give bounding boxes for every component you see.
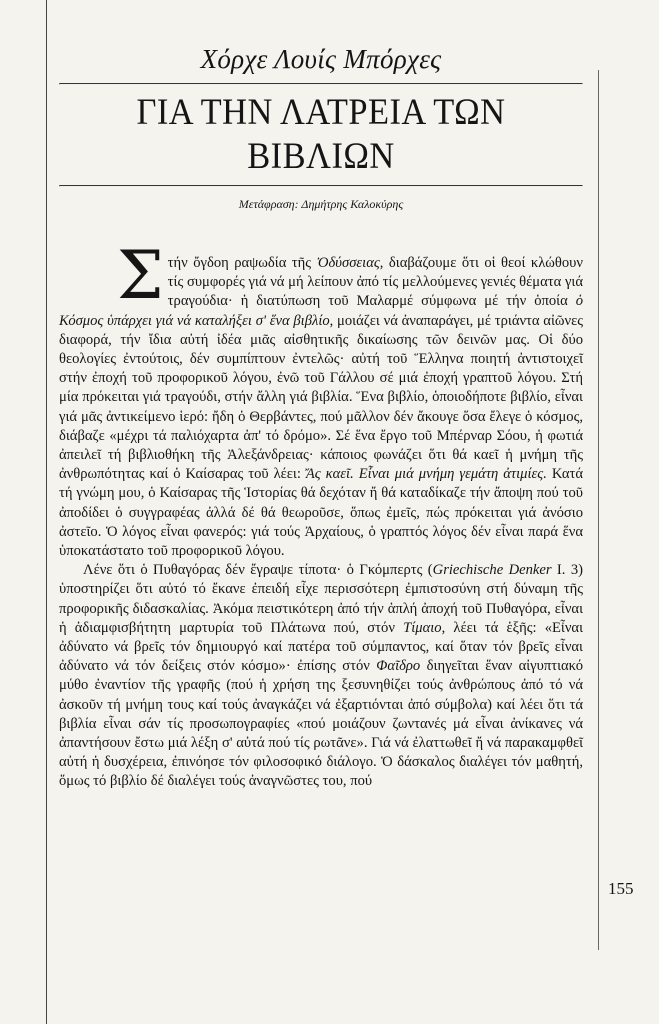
margin-rule [598,70,599,950]
page-number: 155 [608,879,634,898]
italic-run: Griechische Denker [432,562,552,579]
italic-run: Ἄς καεῖ. Εἶναι μιά μνήμη γεμάτη ἀτιμίες. [305,466,547,483]
italic-run: Φαῖδρο [376,658,421,675]
header-rule-top [59,83,583,85]
text-run: Κατά τή γνώμη μου, ὁ Καίσαρας τῆς Ἱστορίας θά δεχόταν ἤ θά καταδίκαζε τήν ἄποψη πού τοῦ ἀποδίδει ὁ συγγραφέας ἀλλά δέ θά θεωροῦσε, ὅπως ἐμεῖς, πώς πρόκειται γιά ἀνόσιο ἀστεῖο. Ὁ λόγος εἶναι φανερός: γιά τούς Ἀρχαίους, ὁ γραπτός λόγος δέν εἶναι παρά ἕνα ὑποκατάστατο τοῦ προφορικοῦ λόγου. [59,466,583,560]
italic-run: Τίμαιο [403,619,442,636]
text-run: διηγεῖται ἕναν αἰγυπτιακό μύθο ἐναντίον τῆς γραφῆς (πού ἡ χρήση της ξεσυνηθίζει τούς ἀνθρώπους ἀπό τό νά ἀσκοῦν τή μνήμη τους καί τούς ἀναγκάζει νά ἐξαρτιόνται ἀπό σύμβολα) καί λέει ὅτι τά βιβλία εἶναι σάν τίς προσωπογραφίες «πού μοιάζουν ζωντανές μά εἶναι ἀνίκανες νά ἀπαντήσουν ἔστω μιά λέξη σ' αὐτά πού τίς ρωτᾶνε». Γιά νά ἐλαττωθεῖ ἤ νά παρακαμφθεῖ αὐτή ἡ δυσχέρεια, ἐπινόησε τόν φιλοσοφικό διάλογο. Ὁ δάσκαλος διαλέγει τόν μαθητή, ὅμως τό βιβλίο δέ διαλέγει τούς ἀναγνῶστες του, πού [59,658,583,790]
paragraph-1 [59,237,584,561]
header-rule-bottom [59,185,583,187]
text-column [59,40,583,792]
text-run: , διαβάζουμε ὅτι οἱ θεοί κλώθουν τίς συμφορές γιά νά μή λείπουν ἀπό τίς μελλούμενες γενιές θέματα γιά τραγούδια· ἡ διατύπωση τοῦ Μαλαρμέ σύμφωνα μέ τήν ὁποία [167,255,584,310]
essay-title: ΓΙΑ ΤΗΝ ΛΑΤΡΕΙΑ ΤΩΝ ΒΙΒΛΙΩΝ [136,92,506,177]
drop-cap: Σ [117,237,164,314]
text-run: Λένε ὅτι ὁ Πυθαγόρας δέν ἔγραψε τίποτα· ὁ Γκόμπερτς ( [83,562,433,579]
author-name: Χόρχε Λουίς Μπόρχες [200,44,442,74]
text-run: , λέει τά ἑξῆς: «Εἶναι ἀδύνατο νά βρεῖς τόν δημιουργό καί πατέρα τοῦ σύμπαντος, καί ὅταν τόν βρεῖς εἶναι ἀδύνατο νά τόν δείξεις στόν κόσμο»· ἐπίσης στόν [59,619,584,675]
text-run: , μοιάζει νά ἀναπαράγει, μέ τριάντα αἰῶνες διαφορά, τήν ἴδια αὐτή ἰδέα μιᾶς αἰσθητικῆς δικαίωσης τῶν δεινῶν μας. Οἱ δύο θεολογίες ἐντούτοις, δέν συμπίπτουν ἐντελῶς· αὐτή τοῦ Ἕλληνα ποιητή ἀντιστοιχεῖ στήν ἐποχή τοῦ προφορικοῦ λόγου, ἐνῶ τοῦ Γάλλου σέ μιά ἐποχή γραπτοῦ λόγου. Στή μία πρόκειται γιά τραγούδι, στήν ἄλλη γιά βιβλία. Ἕνα βιβλίο, ὁποιοδήποτε βιβλίο, εἶναι γιά μᾶς ἀντικείμενο ἱερό: ἤδη ὁ Θερβάντες, πού μᾶλλον δέν ἄκουγε ὅσα ἔλεγε ὁ κόσμος, διάβαζε «μέχρι τά παλιόχαρτα ἀπ' τό δρόμο». Σέ ἕνα ἔργο τοῦ Μπέρναρ Σόου, ἡ φωτιά ἀπειλεῖ τή βιβλιοθήκη τῆς Ἀλεξάνδρειας· κάποιος φωνάζει ὅτι θά καεῖ ἡ μνήμη τῆς ἀνθρωπότητας καί ὁ Καίσαρας τοῦ λέει: [59,312,583,483]
essay-body [59,237,584,792]
paragraph-2 [59,561,583,791]
italic-run: ὁ Κόσμος ὑπάρχει γιά νά καταλήξει σ' ἕνα βιβλίο [59,293,583,329]
translator-credit: Μετάφραση: Δημήτρης Καλοκύρης [238,197,404,211]
italic-run: Ὀδύσσειας [316,255,380,271]
text-run: τήν ὄγδοη ραψωδία τῆς [167,255,317,271]
text-run: I. 3) ὑποστηρίζει ὅτι αὐτό τό ἔκανε ἐπειδή εἶχε περισσότερη ἐμπιστοσύνη στή δύναμη τῆς προφορικῆς διδασκαλίας. Ἀκόμα πειστικότερη ἀπό τήν ἁπλή ἀποχή τοῦ Πυθαγόρα, εἶναι ἡ ἀδιαμφισβήτητη μαρτυρία τοῦ Πλάτωνα πού, στόν [59,562,583,636]
